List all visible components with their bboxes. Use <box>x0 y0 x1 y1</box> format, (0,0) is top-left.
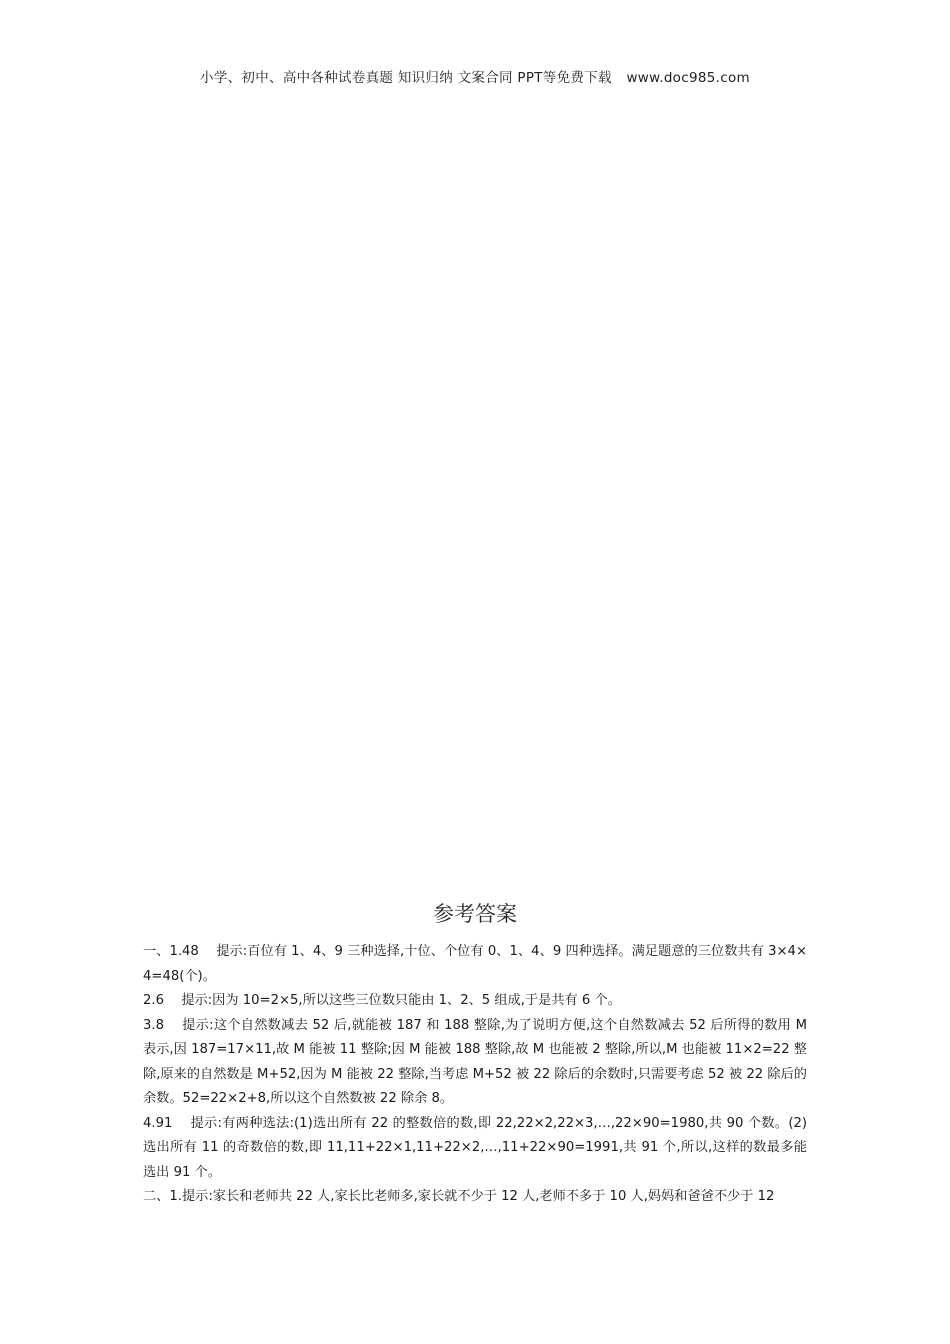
page-header <box>0 66 950 86</box>
header-url[interactable]: www.doc985.com <box>626 70 750 86</box>
answer-title: 参考答案 <box>433 902 517 926</box>
header-text: 小学、初中、高中各种试卷真题 知识归纳 文案合同 PPT等免费下载 <box>200 70 612 86</box>
answer-paragraph-1: 一、1.48 提示:百位有 1、4、9 三种选择,十位、个位有 0、1、4、9 四种选择。满足题意的三位数共有 3×4×4=48(个)。 <box>143 944 807 984</box>
answer-paragraph-5: 二、1.提示:家长和老师共 22 人,家长比老师多,家长就不少于 12 人,老师不多于 10 人,妈妈和爸爸不少于 12 <box>143 1189 775 1204</box>
answer-paragraph-3: 3.8 提示:这个自然数减去 52 后,就能被 187 和 188 整除,为了说明方便,这个自然数减去 52 后所得的数用 M 表示,因 187=17×11,故 M 能被 11 整除;因 M 能被 188 整除,故 M 也能被 2 整除,所以,M 也能被 11×2=22 整除,原来的自然数是 M+52,因为 M 能被 22 整除,当考虑 M+52 被 22 除后的余数时,只需要考虑 52 被 22 除后的余数。52=22×2+8,所以这个自然数被 22 除余 8。 <box>143 1017 807 1106</box>
answer-paragraph-2: 2.6 提示:因为 10=2×5,所以这些三位数只能由 1、2、5 组成,于是共有 6 个。 <box>143 993 621 1008</box>
answer-paragraph-4: 4.91 提示:有两种选法:(1)选出所有 22 的整数倍的数,即 22,22×2,22×3,…,22×90=1980,共 90 个数。(2)选出所有 11 的奇数倍的数,即 11,11+22×1,11+22×2,…,11+22×90=1991,共 91 个,所以,这样的数最多能选出 91 个。 <box>143 1115 807 1180</box>
answer-section <box>143 898 807 1210</box>
